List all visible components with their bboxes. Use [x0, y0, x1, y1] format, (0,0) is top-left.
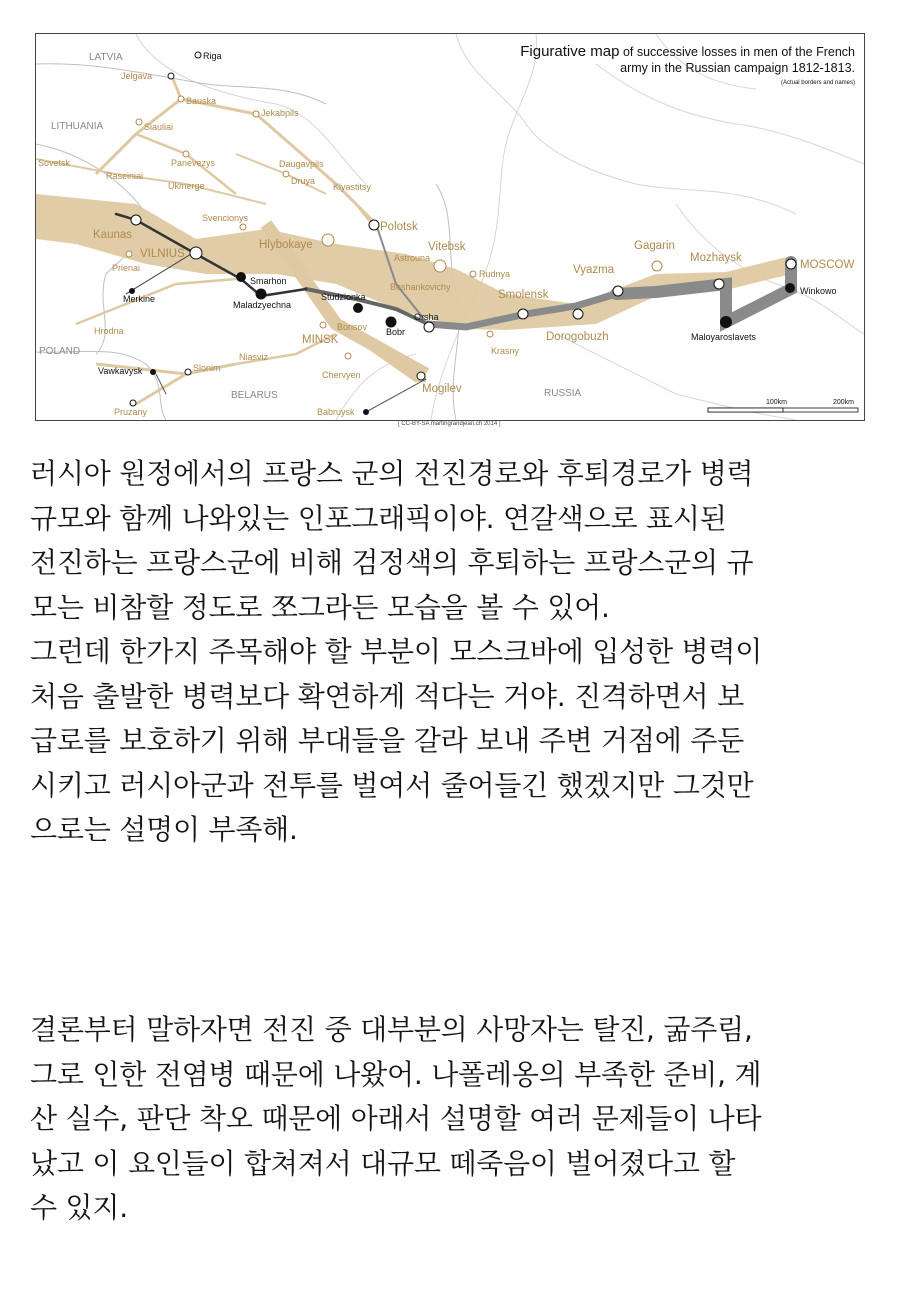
paragraph-2-line: 그런데 한가지 주목해야 할 부분이 모스크바에 입성한 병력이: [30, 635, 763, 668]
city-label-siauliai: Siauliai: [144, 122, 174, 132]
city-label-mozhaysk: Mozhaysk: [690, 252, 742, 264]
city-label-riga: Riga: [203, 51, 222, 61]
paragraph-2-line: 으로는 설명이 부족해.: [30, 813, 298, 846]
city-marker-hlybokaye: [322, 234, 334, 246]
city-label-ukmerge: Ukmerge: [168, 181, 205, 191]
city-label-smarhon: Smarhon: [250, 276, 287, 286]
city-markers: [126, 52, 796, 415]
city-label-orsha: Orsha: [414, 312, 439, 322]
campaign-map: [35, 33, 865, 421]
paragraph-2-line: 급로를 보호하기 위해 부대들을 갈라 보내 주변 거점에 주둔: [30, 724, 744, 757]
city-label-merkine: Merkine: [123, 294, 156, 304]
paragraph-2-line: 처음 출발한 병력보다 확연하게 적다는 거야. 진격하면서 보: [30, 679, 744, 713]
city-label-mogilev: Mogilev: [422, 383, 462, 395]
city-label-gagarin: Gagarin: [634, 240, 675, 252]
paragraph-3-line: 났고 이 요인들이 합쳐져서 대규모 떼죽음이 벌어졌다고 할: [30, 1146, 736, 1180]
country-label-poland: POLAND: [39, 346, 81, 357]
paragraph-3-line: 그로 인한 전염병 때문에 나왔어. 나폴레옹의 부족한 준비, 계: [30, 1057, 762, 1091]
city-marker-smolensk: [518, 309, 528, 319]
city-label-daugavpils: Daugavpils: [279, 159, 324, 169]
city-marker-borisov: [320, 322, 326, 328]
city-marker-vilnius: [190, 247, 202, 259]
city-label-krasny: Krasny: [491, 346, 520, 356]
paragraph-2: [30, 630, 875, 853]
city-label-hrodna: Hrodna: [94, 326, 124, 336]
paragraph-1-line: 러시아 원정에서의 프랑스 군의 전진경로와 후퇴경로가 병력: [30, 457, 754, 490]
city-label-rudnya: Rudnya: [479, 269, 511, 279]
city-marker-maloyaroslavets: [720, 316, 732, 328]
city-label-slonim: Slonim: [193, 363, 221, 373]
scale-label-200: 200km: [833, 399, 855, 406]
city-label-minsk: MINSK: [302, 334, 339, 346]
city-label-borisov: Borisov: [337, 322, 368, 332]
city-label-hlybokaye: Hlybokaye: [259, 239, 313, 251]
map-title-line-1: Figurative map of successive losses in men of the French: [520, 43, 855, 60]
city-marker-maladzyechna: [256, 289, 267, 300]
country-label-belarus: BELARUS: [231, 390, 278, 401]
city-marker-minsk: [345, 353, 351, 359]
city-label-svencionys: Svencionys: [202, 213, 249, 223]
city-label-prienai: Prienai: [112, 263, 141, 273]
city-label-druya: Druya: [291, 176, 316, 186]
city-label-raseiniai: Raseiniai: [106, 171, 144, 181]
city-label-winkowo: Winkowo: [800, 286, 837, 296]
city-label-vitebsk: Vitebsk: [428, 241, 466, 253]
city-marker-mogilev: [417, 372, 425, 380]
city-label-klyastitsy: Klyastitsy: [333, 182, 372, 192]
paragraph-3-line: 결론부터 말하자면 전진 중 대부분의 사망자는 탈진, 굶주림,: [30, 1013, 753, 1046]
city-label-niasviz: Niasviz: [239, 352, 269, 362]
city-label-beshankovichy: Beshankovichy: [390, 282, 451, 292]
city-label-vawkavysk: Vawkavysk: [98, 366, 143, 376]
city-marker-moscow: [786, 259, 796, 269]
city-label-moscow: MOSCOW: [800, 259, 855, 271]
city-marker-krasny: [487, 331, 493, 337]
city-marker-studzionka: [353, 303, 363, 313]
city-marker-riga: [195, 52, 201, 58]
city-marker-winkowo: [785, 283, 795, 293]
city-marker-jelgava: [168, 73, 174, 79]
city-marker-orsha: [424, 322, 434, 332]
map-svg: [36, 34, 864, 420]
city-label-jelgava: Jelgava: [121, 71, 153, 81]
paragraph-3: [30, 1008, 875, 1231]
map-subtitle: (Actual borders and names): [780, 80, 855, 86]
city-marker-kaunas: [131, 215, 141, 225]
city-marker-vyazma: [613, 286, 623, 296]
city-marker-bobr: [386, 317, 397, 328]
paragraph-3-line: 산 실수, 판단 착오 때문에 아래서 설명할 여러 문제들이 나타: [30, 1102, 762, 1135]
scale-label-100: 100km: [766, 399, 788, 406]
paragraph-1-line: 전진하는 프랑스군에 비해 검정색의 후퇴하는 프랑스군의 규: [30, 546, 754, 579]
city-marker-pruzany: [130, 400, 136, 406]
city-marker-polotsk: [369, 220, 379, 230]
city-label-pruzany: Pruzany: [114, 407, 148, 417]
city-label-vyazma: Vyazma: [573, 264, 615, 276]
city-marker-bauska: [178, 96, 184, 102]
city-marker-babruysk: [363, 409, 369, 415]
city-label-panevezys: Panevezys: [171, 158, 216, 168]
city-label-studzionka: Studzionka: [321, 292, 366, 302]
city-marker-daugavpils: [283, 171, 289, 177]
city-marker-prienai: [126, 251, 132, 257]
country-label-lithuania: LITHUANIA: [51, 121, 104, 132]
city-marker-vitebsk: [434, 260, 446, 272]
city-marker-dorogobuzh: [573, 309, 583, 319]
city-label-dorogobuzh: Dorogobuzh: [546, 331, 609, 343]
paragraph-1-line: 모는 비참할 정도로 쪼그라든 모습을 볼 수 있어.: [30, 590, 610, 624]
city-label-polotsk: Polotsk: [380, 221, 418, 233]
city-marker-vawkavysk: [150, 369, 156, 375]
city-label-kaunas: Kaunas: [93, 229, 133, 241]
city-marker-svencionys: [240, 224, 246, 230]
scale-bar: [708, 399, 858, 412]
paragraph-2-line: 시키고 러시아군과 전투를 벌여서 줄어들긴 했겠지만 그것만: [30, 768, 754, 802]
city-label-bobr: Bobr: [386, 327, 406, 337]
city-label-sovetsk: Sovetsk: [38, 158, 71, 168]
city-label-smolensk: Smolensk: [498, 289, 549, 301]
city-marker-rudnya: [470, 271, 476, 277]
map-credit: [ CC-BY-SA martingrandjean.ch 2014 ]: [398, 421, 501, 427]
paragraph-3-line: 수 있지.: [30, 1191, 128, 1224]
city-label-chervyen: Chervyen: [322, 370, 361, 380]
city-label-babruysk: Babruysk: [317, 407, 355, 417]
country-label-latvia: LATVIA: [89, 52, 123, 63]
country-label-russia: RUSSIA: [544, 388, 582, 399]
map-title-line-2: army in the Russian campaign 1812-1813.: [620, 61, 855, 75]
city-marker-mozhaysk: [714, 279, 724, 289]
city-marker-smarhon: [236, 272, 246, 282]
city-label-bauska: Bauska: [186, 96, 217, 106]
paragraph-1: [30, 452, 875, 630]
city-marker-gagarin: [652, 261, 662, 271]
city-label-vilnius: VILNIUS: [140, 248, 185, 260]
city-label-jekabpils: Jekabpils: [261, 108, 299, 118]
city-label-astrouna: Astrouna: [394, 253, 431, 263]
paragraph-1-line: 규모와 함께 나와있는 인포그래픽이야. 연갈색으로 표시된: [30, 501, 727, 535]
city-marker-panevezys: [183, 151, 189, 157]
city-label-maloyaroslavets: Maloyaroslavets: [691, 332, 757, 342]
city-marker-slonim: [185, 369, 191, 375]
city-marker-siauliai: [136, 119, 142, 125]
city-label-maladzyechna: Maladzyechna: [233, 300, 292, 310]
city-marker-jekabpils: [253, 111, 259, 117]
